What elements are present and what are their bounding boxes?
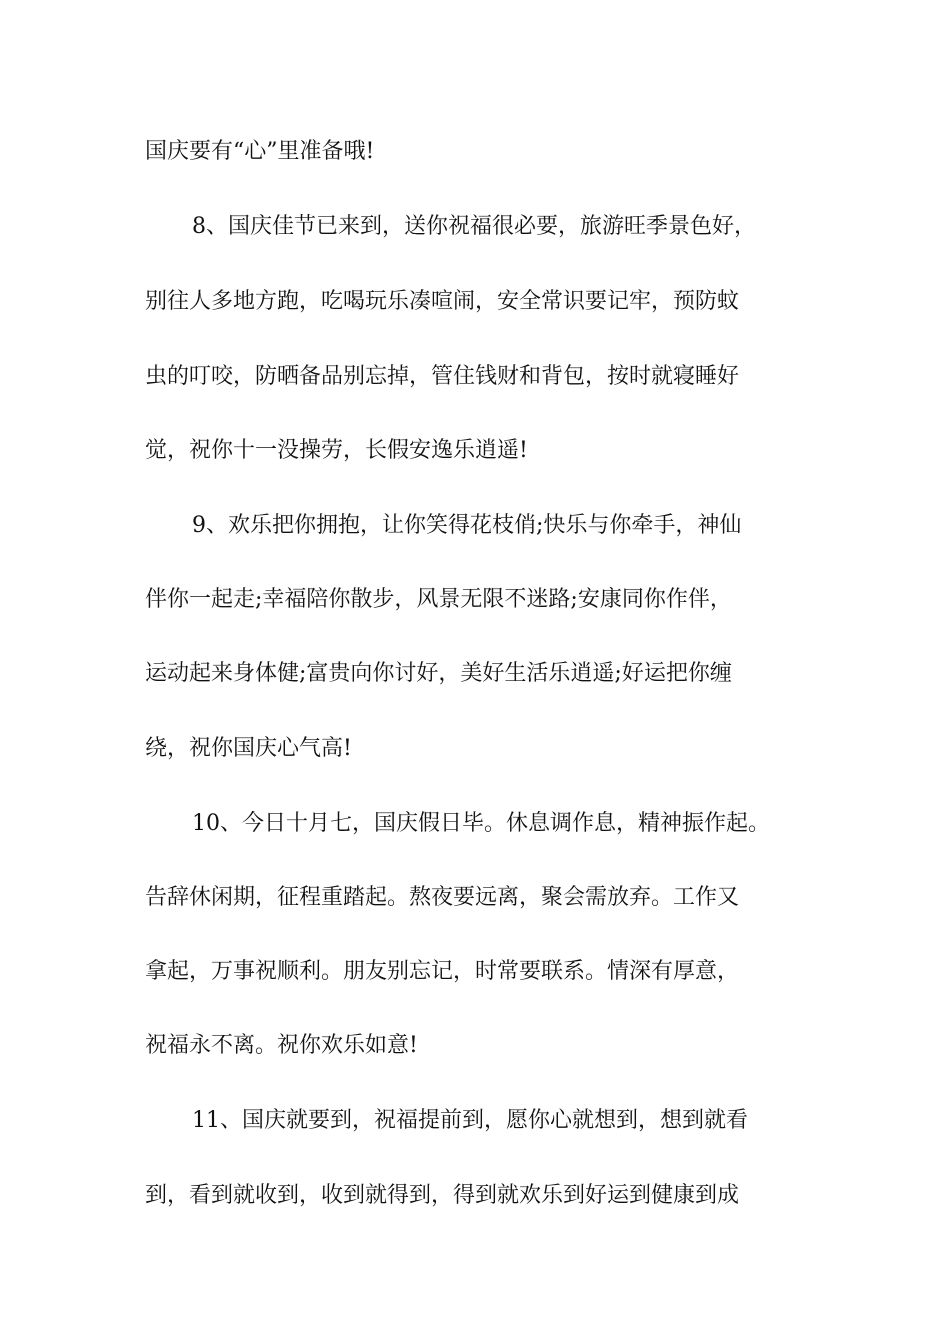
text-line: 虫的叮咬，防晒备品别忘掉，管住钱财和背包，按时就寝睡好 [145,364,740,389]
text-line: 国庆要有“心”里准备哦! [145,139,375,164]
text-line: 绕，祝你国庆心气高! [145,736,352,761]
paragraph-9-start: 9、欢乐把你拥抱，让你笑得花枝俏;快乐与你牵手，神仙 [192,513,742,538]
paragraph-8-start: 8、国庆佳节已来到，送你祝福很必要，旅游旺季景色好， [192,214,756,239]
text-line: 拿起，万事祝顺利。朋友别忘记，时常要联系。情深有厚意， [145,959,740,984]
text-line: 伴你一起走;幸福陪你散步，风景无限不迷路;安康同你作伴， [145,587,732,612]
text-line: 运动起来身体健;富贵向你讨好，美好生活乐逍遥;好运把你缠 [145,661,732,686]
paragraph-10-start: 10、今日十月七，国庆假日毕。休息调作息，精神振作起。 [192,811,770,836]
text-line: 告辞休闲期，征程重踏起。熬夜要远离，聚会需放弃。工作又 [145,885,740,910]
text-line: 祝福永不离。祝你欢乐如意! [145,1033,418,1058]
text-line: 别往人多地方跑，吃喝玩乐凑喧闹，安全常识要记牢，预防蚊 [145,289,740,314]
text-line: 觉，祝你十一没操劳，长假安逸乐逍遥! [145,438,528,463]
text-line: 到，看到就收到，收到就得到，得到就欢乐到好运到健康到成 [145,1183,740,1208]
paragraph-11-start: 11、国庆就要到，祝福提前到，愿你心就想到，想到就看 [192,1108,748,1133]
